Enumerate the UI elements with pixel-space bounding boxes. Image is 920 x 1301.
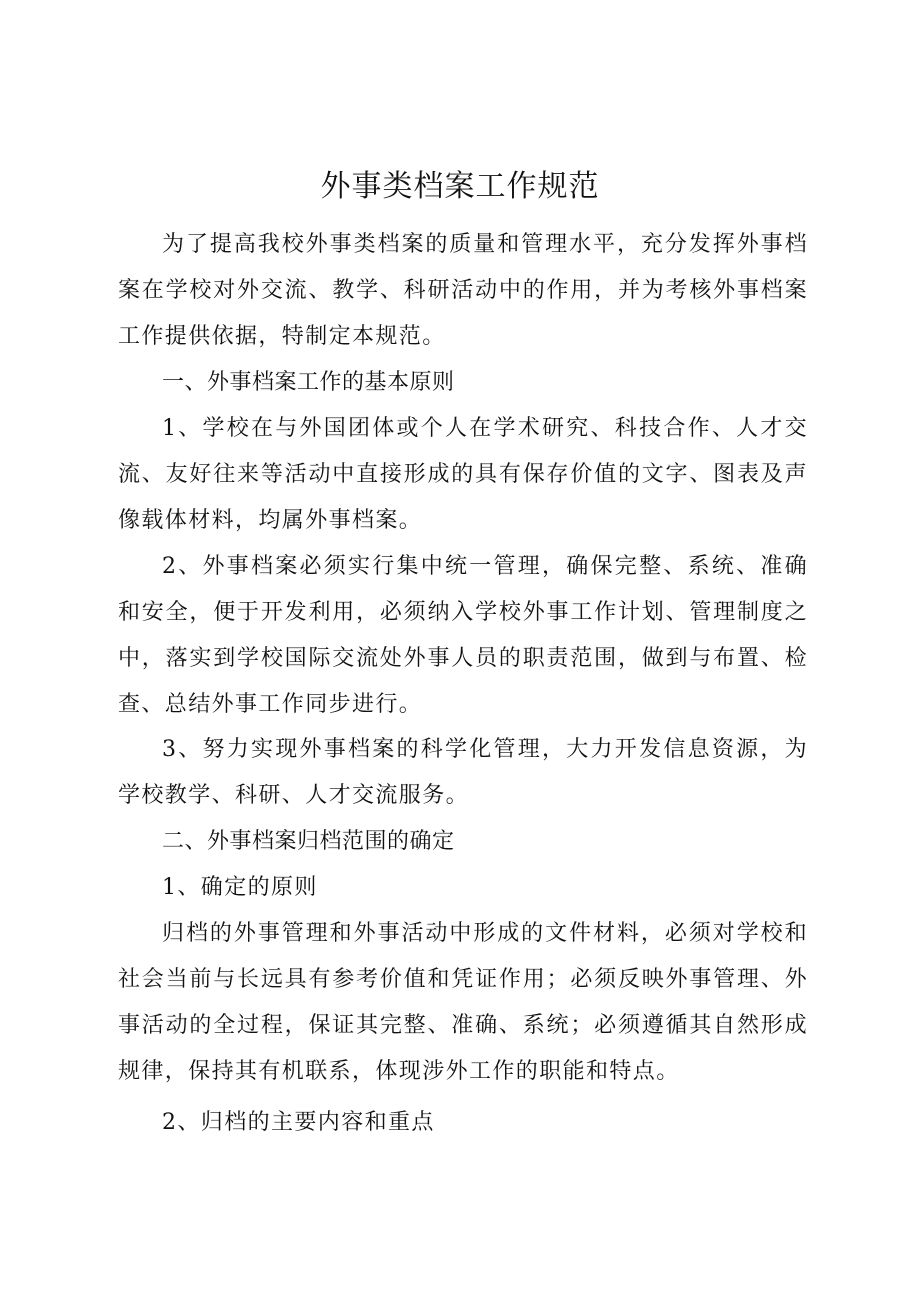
section-2-subheading-1: 1、确定的原则 (162, 875, 318, 900)
document-title: 外事类档案工作规范 (320, 169, 600, 204)
section-1-paragraph-1: 1、学校在与外国团体或个人在学术研究、科技合作、人才交流、友好往来等活动中直接形成的具有保存价值的文字、图表及声像载体材料，均属外事档案。 (118, 416, 808, 533)
section-2-heading: 二、外事档案归档范围的确定 (162, 829, 455, 854)
section-2-subheading-2: 2、归档的主要内容和重点 (162, 1110, 435, 1135)
section-1-heading: 一、外事档案工作的基本原则 (162, 370, 455, 395)
section-1-paragraph-2: 2、外事档案必须实行集中统一管理，确保完整、系统、准确和安全，便于开发利用，必须纳入学校外事工作计划、管理制度之中，落实到学校国际交流处外事人员的职责范围，做到与布置、检查、总结外事工作同步进行。 (118, 554, 808, 717)
section-2-paragraph-1: 归档的外事管理和外事活动中形成的文件材料，必须对学校和社会当前与长远具有参考价值和凭证作用；必须反映外事管理、外事活动的全过程，保证其完整、准确、系统；必须遵循其自然形成规律，保持其有机联系，体现涉外工作的职能和特点。 (118, 921, 808, 1084)
section-1-paragraph-3: 3、努力实现外事档案的科学化管理，大力开发信息资源，为学校教学、科研、人才交流服务。 (118, 737, 808, 808)
intro-paragraph: 为了提高我校外事类档案的质量和管理水平，充分发挥外事档案在学校对外交流、教学、科研活动中的作用，并为考核外事档案工作提供依据，特制定本规范。 (118, 232, 808, 349)
